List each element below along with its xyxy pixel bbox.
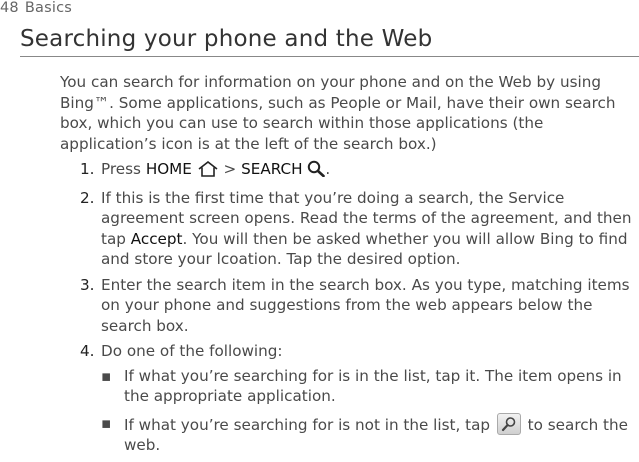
step-2 [60,188,639,270]
search-key-label: SEARCH [241,160,303,178]
step-1 [60,159,639,183]
search-icon [307,160,325,183]
bullet-marker: ▪ [101,413,112,432]
step-text-end: . You will then be asked whether you will allow Bing to find and store your lcoation. Tap the desired option. [101,229,628,268]
section-name: Basics [24,0,73,16]
step-number: 4. [80,342,95,360]
web-search-button-icon [497,413,521,435]
options-list [101,366,639,456]
page-number: 48 [0,0,19,16]
step-text: Do one of the following: [101,342,283,360]
page-title: Searching your phone and the Web [20,24,639,57]
step-text: Enter the search item in the search box. As you type, matching items on your phone and suggestions from the web appears below the search box. [101,275,630,335]
home-key-label: HOME [145,160,192,178]
step-text-separator: > [218,160,242,178]
step-text: If this is the first time that you’re doing a search, the Service agreement screen opens. Read the terms of the agreement, and then tap [101,188,632,248]
step-text-end: . [325,160,331,178]
option-text-end: to search the web. [124,415,628,454]
accept-label: Accept [130,229,183,248]
bullet-marker: ▪ [101,366,112,385]
option-item [101,413,639,456]
step-text: Press [101,160,146,178]
option-text: If what you’re searching for is not in the list, tap [124,415,495,434]
option-item [101,366,639,407]
step-number: 2. [80,188,95,207]
step-number: 1. [80,160,95,178]
option-text: If what you’re searching for is in the list, tap it. The item opens in the appropriate application. [124,366,622,405]
intro-paragraph: You can search for information on your phone and on the Web by using Bing™. Some applications, such as People or Mail, have their own search box, which you can use to search within those applications (the application’s icon is at the left of the search box.) [60,73,616,153]
step-4 [60,341,639,456]
page-header [0,0,72,16]
steps-list [60,159,639,456]
step-3 [60,275,639,337]
body-text [60,72,639,462]
home-icon [197,161,219,183]
step-number: 3. [80,275,95,294]
